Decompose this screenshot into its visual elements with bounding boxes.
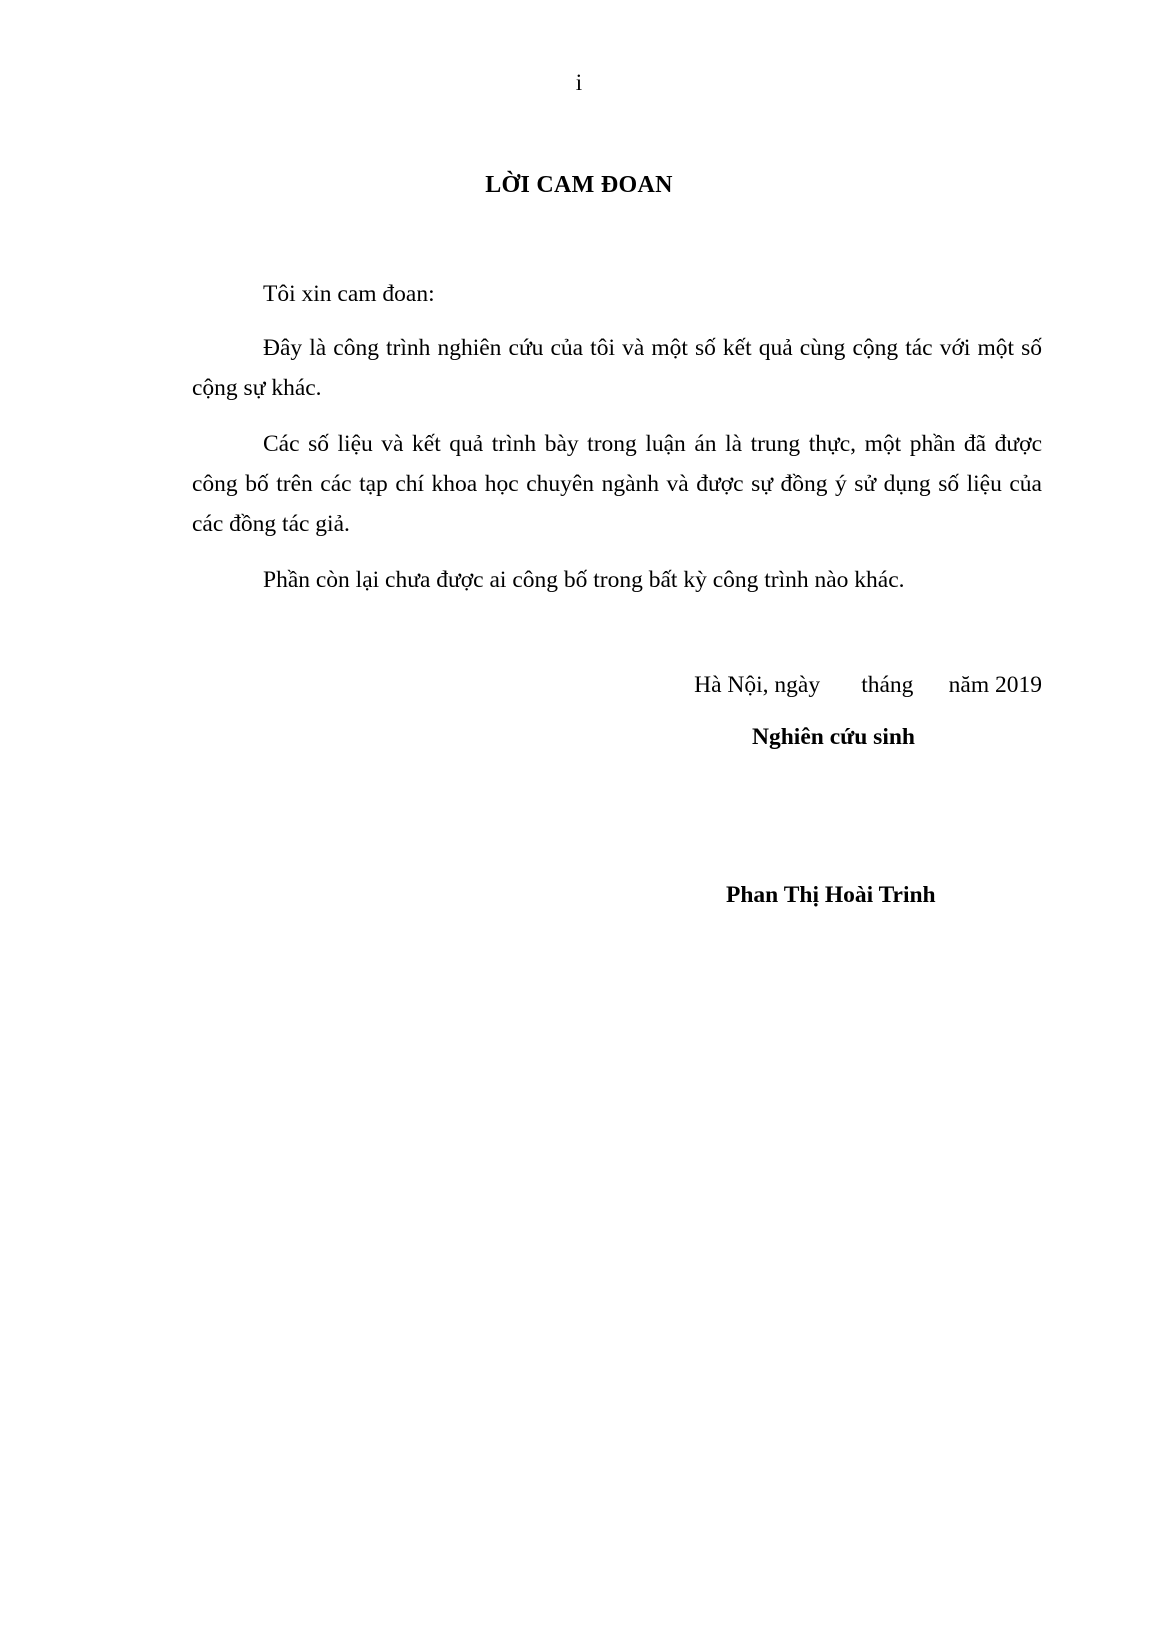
signer-name: Phan Thị Hoài Trinh	[726, 882, 936, 908]
paragraph-block-2	[192, 424, 1042, 544]
body-paragraph-2: Các số liệu và kết quả trình bày trong luận án là trung thực, một phần đã được công bố trên các tạp chí khoa học chuyên ngành và được sự đồng ý sử dụng số liệu của các đồng tác giả.	[192, 431, 1042, 537]
page-title: LỜI CAM ĐOAN	[485, 172, 673, 198]
intro-paragraph: Tôi xin cam đoan:	[263, 281, 435, 307]
signature-date-line: Hà Nội, ngày tháng năm 2019	[694, 672, 1042, 698]
intro-paragraph-block	[192, 274, 1042, 314]
paragraph-block-3	[192, 560, 1042, 600]
paragraph-block-1	[192, 328, 1042, 408]
body-paragraph-1: Đây là công trình nghiên cứu của tôi và một số kết quả cùng cộng tác với một số cộng sự khác.	[192, 335, 1042, 401]
page-number: i	[575, 70, 583, 95]
signer-role: Nghiên cứu sinh	[752, 724, 915, 750]
body-paragraph-3: Phần còn lại chưa được ai công bố trong bất kỳ công trình nào khác.	[263, 567, 905, 593]
